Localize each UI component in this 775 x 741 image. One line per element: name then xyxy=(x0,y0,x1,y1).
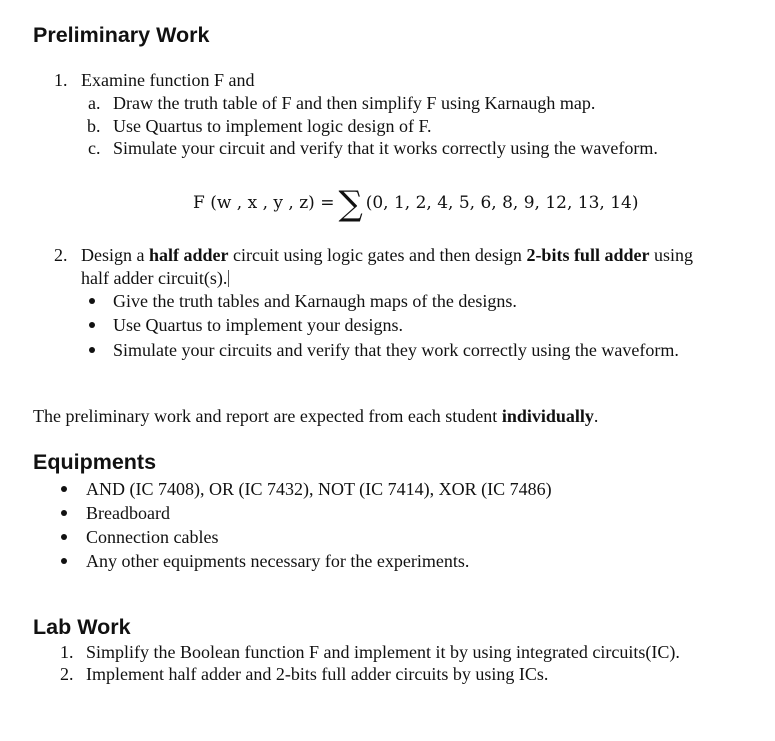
lab-work-heading: Lab Work xyxy=(33,615,131,639)
sigma-symbol: ∑ xyxy=(338,184,363,224)
subitem-b-text: Use Quartus to implement logic design of F. xyxy=(113,116,432,136)
individual-note: The preliminary work and report are expected from each student individually. xyxy=(33,406,599,426)
bullet-icon xyxy=(61,558,67,564)
item-2-text-line2: half adder circuit(s). xyxy=(81,268,228,288)
design-bullet-3: Simulate your circuits and verify that they work correctly using the waveform. xyxy=(113,340,679,360)
item-1-text: Examine function F and xyxy=(81,70,255,90)
subitem-b-letter: b. xyxy=(87,116,101,136)
lab-item-2-number: 2. xyxy=(60,664,74,684)
subitem-c-text: Simulate your circuit and verify that it works correctly using the waveform. xyxy=(113,138,658,158)
bullet-icon xyxy=(61,534,67,540)
bullet-icon xyxy=(89,322,95,328)
text-cursor xyxy=(228,270,229,287)
item-2-text-line1: Design a half adder circuit using logic gates and then design 2-bits full adder using xyxy=(81,245,693,265)
equipments-heading: Equipments xyxy=(33,450,157,474)
subitem-a-letter: a. xyxy=(88,93,101,113)
equipment-item-ics: AND (IC 7408), OR (IC 7432), NOT (IC 7414), XOR (IC 7486) xyxy=(86,479,552,499)
lab-item-1-number: 1. xyxy=(60,642,74,662)
equipment-item-breadboard: Breadboard xyxy=(86,503,170,523)
formula-minterms: (0, 1, 2, 4, 5, 6, 8, 9, 12, 13, 14) xyxy=(365,193,639,213)
design-bullet-2: Use Quartus to implement your designs. xyxy=(113,315,403,335)
equipment-item-other: Any other equipments necessary for the experiments. xyxy=(86,551,470,571)
item-1-number: 1. xyxy=(54,70,68,90)
bullet-icon xyxy=(89,347,95,353)
preliminary-work-heading: Preliminary Work xyxy=(33,23,210,47)
formula-lhs: F (w , x , y , z) = xyxy=(193,193,335,213)
lab-item-1-text: Simplify the Boolean function F and implement it by using integrated circuits(IC). xyxy=(86,642,680,662)
bullet-icon xyxy=(61,510,67,516)
equipment-item-cables: Connection cables xyxy=(86,527,219,547)
item-2-number: 2. xyxy=(54,245,68,265)
design-bullet-1: Give the truth tables and Karnaugh maps of the designs. xyxy=(113,291,517,311)
subitem-a-text: Draw the truth table of F and then simplify F using Karnaugh map. xyxy=(113,93,596,113)
lab-item-2-text: Implement half adder and 2-bits full adder circuits by using ICs. xyxy=(86,664,549,684)
function-f-formula xyxy=(193,184,639,224)
bullet-icon xyxy=(89,298,95,304)
subitem-c-letter: c. xyxy=(88,138,101,158)
bullet-icon xyxy=(61,486,67,492)
